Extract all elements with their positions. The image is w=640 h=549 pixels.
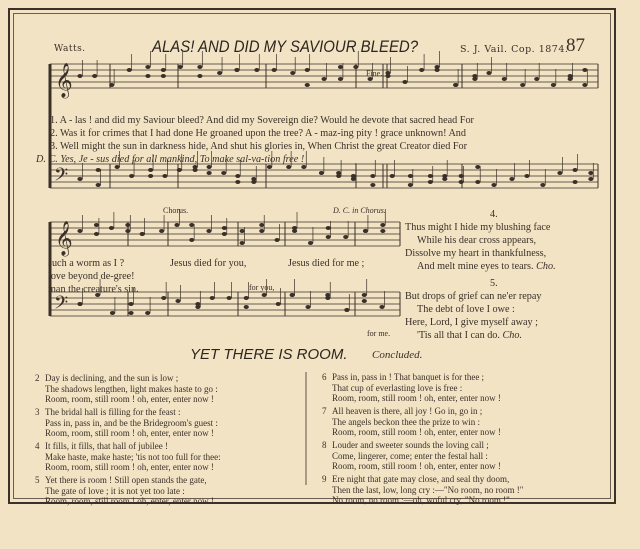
note-head [453, 83, 458, 87]
note-head [551, 83, 556, 87]
note-head [77, 177, 82, 181]
note-head [254, 68, 259, 72]
bass-clef-icon: 𝄢 [54, 293, 69, 318]
bass-word-1: for you, [249, 283, 275, 292]
verse-line: But drops of grief can ne'er repay [405, 291, 542, 302]
note-head [159, 229, 164, 233]
chorus-label: Chorus. [163, 206, 189, 215]
hymn-author: Watts. [54, 44, 86, 54]
note-head [189, 223, 194, 227]
note-head [259, 229, 264, 233]
note-head [370, 174, 375, 178]
hymn2-title: YET THERE IS ROOM. [190, 346, 348, 363]
verse-line: And melt mine eyes to tears. [417, 261, 534, 272]
note-head [92, 74, 97, 78]
note-head [177, 168, 182, 172]
note-head [362, 299, 367, 303]
verse-line: Yet there is room ! Still open stands the gate, [45, 475, 207, 485]
treble-clef-icon: 𝄞 [55, 63, 73, 98]
verse-line: Louder and sweeter sounds the loving call ; [332, 440, 489, 450]
hymn-composer: S. J. Vail. Cop. 1874. [460, 44, 569, 55]
note-head [145, 311, 150, 315]
note-head [128, 302, 133, 306]
note-head [325, 293, 330, 297]
verse-line: Pass in, pass in, and be the Bridegroom's guest : [45, 417, 218, 428]
note-head [419, 68, 424, 72]
note-head [272, 68, 277, 72]
verse-number: 9 [322, 474, 327, 484]
note-head [326, 235, 331, 239]
verse-number: 5. [490, 278, 498, 289]
hymn-title: ALAS! AND DID MY SAVIOUR BLEED? [152, 37, 419, 56]
note-head [244, 305, 249, 309]
cho-label: Cho. [502, 330, 523, 341]
verse-line: The debt of love I owe : [417, 304, 515, 315]
note-head [244, 296, 249, 300]
note-head [338, 77, 343, 81]
verse-line: Come, lingerer, come; enter the festal hall : [332, 450, 488, 461]
verse-line: Here, Lord, I give myself away ; [405, 317, 538, 328]
verse-line: Room, room, still room ! oh, enter, enter now ! [332, 393, 501, 403]
note-head [235, 174, 240, 178]
note-head [145, 74, 150, 78]
note-head [380, 223, 385, 227]
note-head [129, 174, 134, 178]
note-head [363, 229, 368, 233]
verse-line: While his dear cross appears, [417, 235, 537, 246]
note-head [540, 183, 545, 187]
note-head [222, 226, 227, 230]
lyric-end-2: love beyond de-gree! [48, 271, 135, 282]
note-head [161, 74, 166, 78]
note-head [351, 174, 356, 178]
chorus-word-1: Jesus died for you, [170, 258, 247, 269]
verse-line: Room, room, still room ! oh, enter, enter now ! [45, 394, 214, 404]
note-head [276, 302, 281, 306]
note-head [217, 71, 222, 75]
verse-6 [322, 372, 523, 404]
verses-right-column [322, 372, 523, 508]
note-head [442, 177, 447, 181]
verse-number: 2 [35, 373, 40, 383]
note-head [588, 171, 593, 175]
verse-line: Room, room, still room ! oh, enter, enter now ! [332, 427, 501, 437]
note-head [77, 229, 82, 233]
note-head [162, 174, 167, 178]
note-head [408, 183, 413, 187]
verse-number: 8 [322, 440, 327, 450]
note-head [588, 177, 593, 181]
verse-line: The angels beckon thee the prize to win : [332, 416, 480, 427]
note-head [227, 296, 232, 300]
note-head [305, 305, 310, 309]
note-head [509, 177, 514, 181]
note-head [259, 223, 264, 227]
page-number: 87 [566, 35, 585, 56]
note-head [125, 223, 130, 227]
lyric-line-1: 1. A - las ! and did my Saviour bleed? And did my Sovereign die? Would he devote that sacred head For [50, 115, 474, 126]
verse-4 [35, 441, 221, 473]
note-head [77, 74, 82, 78]
note-head [557, 171, 562, 175]
note-head [240, 229, 245, 233]
verses-left-column [35, 373, 221, 509]
note-head [305, 68, 310, 72]
note-head [582, 68, 587, 72]
verse-line: Room, room, still room ! oh, enter, enter now ! [45, 496, 214, 506]
note-head [459, 180, 464, 184]
verse-number: 3 [35, 407, 40, 417]
note-head [175, 299, 180, 303]
verse-line: Room, room, still room ! oh, enter, enter now ! [45, 428, 214, 438]
verse-line: Room, room, still room ! oh, enter, enter now ! [332, 461, 501, 471]
fine-label: Fine. [366, 69, 383, 78]
verse-2 [35, 373, 221, 405]
note-head [385, 74, 390, 78]
note-head [305, 83, 310, 87]
verse-line: Make haste, make haste; 'tis not too full for thee: [45, 451, 221, 462]
note-head [319, 171, 324, 175]
verse-line: The bridal hall is filling for the feast : [45, 407, 181, 417]
verse-number: 7 [322, 406, 327, 416]
note-head [193, 168, 198, 172]
lyrics-second [48, 257, 139, 296]
note-head [380, 229, 385, 233]
verse-number: 4 [35, 441, 40, 451]
note-head [572, 180, 577, 184]
lyric-end-1: such a worm as I ? [48, 258, 125, 269]
lyrics-block [36, 114, 474, 166]
note-head [128, 311, 133, 315]
note-head [174, 223, 179, 227]
verse-line: Thus might I hide my blushing face [405, 222, 551, 233]
note-head [308, 241, 313, 245]
verse-4 [405, 208, 556, 273]
note-head [582, 83, 587, 87]
note-head [197, 74, 202, 78]
verse-line: The gate of love ; it is not yet too late : [45, 485, 185, 496]
note-head [77, 302, 82, 306]
note-head [94, 232, 99, 236]
lyric-line-2: 2. Was it for crimes that I had done He groaned upon the tree? A - maz-ing pity ! grace unknown! And [50, 128, 466, 139]
treble-clef-icon: 𝄞 [55, 221, 73, 256]
hymn2-subtitle: Concluded. [372, 349, 423, 361]
note-head [402, 80, 407, 84]
verse-line: The shadows lengthen, light makes haste to go : [45, 383, 218, 394]
note-head [475, 180, 480, 184]
note-head [210, 296, 215, 300]
lyric-line-3: 3. Well might the sun in darkness hide, And shut his glories in, When Christ the great Creator died For [50, 141, 467, 152]
dc-chorus-label: D. C. in Chorus. [333, 206, 386, 215]
note-head [292, 229, 297, 233]
verse-line: 'Tis all that I can do. [417, 330, 500, 341]
note-head [207, 171, 212, 175]
note-head [568, 74, 573, 78]
note-head [145, 65, 150, 69]
verse-line: That cup of everlasting love is free : [332, 382, 463, 393]
note-head [161, 296, 166, 300]
note-head [491, 183, 496, 187]
note-head [109, 83, 114, 87]
note-head [428, 180, 433, 184]
verse-line: Day is declining, and the sun is low ; [45, 373, 179, 383]
note-head [197, 65, 202, 69]
bass-word-2: for me. [367, 329, 391, 338]
verse-5 [35, 475, 221, 507]
note-head [234, 68, 239, 72]
note-head [235, 180, 240, 184]
verse-line: Then the last, low, long cry :—"No room, no room !" [332, 484, 524, 495]
note-head [195, 302, 200, 306]
note-head [161, 68, 166, 72]
verse-5 [405, 277, 541, 342]
verse-9 [322, 474, 523, 506]
cho-label: Cho. [536, 261, 556, 272]
note-head [125, 229, 130, 233]
note-head [390, 174, 395, 178]
dc-line: D. C. Yes, Je - sus died for all mankind, To make sal-va-tion free ! [36, 154, 305, 165]
note-head [379, 305, 384, 309]
note-head [475, 165, 480, 169]
note-head [148, 174, 153, 178]
note-head [326, 226, 331, 230]
note-head [362, 293, 367, 297]
note-head [148, 168, 153, 172]
note-head [572, 168, 577, 172]
verse-number: 6 [322, 372, 327, 382]
note-head [486, 71, 491, 75]
note-head [290, 71, 295, 75]
note-head [520, 83, 525, 87]
note-head [94, 223, 99, 227]
verse-3 [35, 407, 221, 439]
note-head [127, 68, 132, 72]
note-head [251, 177, 256, 181]
note-head [222, 232, 227, 236]
note-head [344, 308, 349, 312]
note-head [336, 171, 341, 175]
note-head [428, 174, 433, 178]
note-head [343, 235, 348, 239]
note-head [206, 229, 211, 233]
verse-8 [322, 440, 523, 472]
note-head [502, 77, 507, 81]
chorus-word-2: Jesus died for me ; [288, 258, 365, 269]
note-head [524, 174, 529, 178]
note-head [338, 65, 343, 69]
note-head [96, 183, 101, 187]
verse-line: Room, room, still room ! oh, enter, enter now ! [45, 462, 214, 472]
verse-line: All heaven is there, all joy ! Go in, go in ; [332, 406, 483, 416]
note-head [96, 168, 101, 172]
verse-line: Pass in, pass in ! That banquet is for thee ; [332, 372, 485, 382]
note-head [274, 238, 279, 242]
lyric-end-3: man the creature's sin. [48, 284, 139, 295]
note-head [262, 293, 267, 297]
note-head [178, 65, 183, 69]
note-head [370, 183, 375, 187]
note-head [109, 226, 114, 230]
verse-number: 5 [35, 475, 40, 485]
verse-7 [322, 406, 523, 438]
verse-line: No room, no room :—oh, woful cry, "No room !" [332, 495, 510, 505]
verse-number: 4. [490, 209, 498, 220]
note-head [240, 241, 245, 245]
note-head [140, 232, 145, 236]
note-head [534, 77, 539, 81]
note-head [110, 311, 115, 315]
note-head [408, 174, 413, 178]
note-head [353, 65, 358, 69]
verse-line: It fills, it fills, that hall of jubilee ! [45, 441, 168, 451]
note-head [290, 293, 295, 297]
note-head [221, 171, 226, 175]
verse-line: Dissolve my heart in thankfulness, [405, 248, 547, 259]
note-head [435, 68, 440, 72]
note-head [321, 77, 326, 81]
note-head [459, 174, 464, 178]
bass-clef-icon: 𝄢 [54, 165, 69, 190]
note-head [189, 238, 194, 242]
verse-line: Ere night that gate may close, and seal thy doom, [332, 474, 510, 484]
note-head [472, 74, 477, 78]
